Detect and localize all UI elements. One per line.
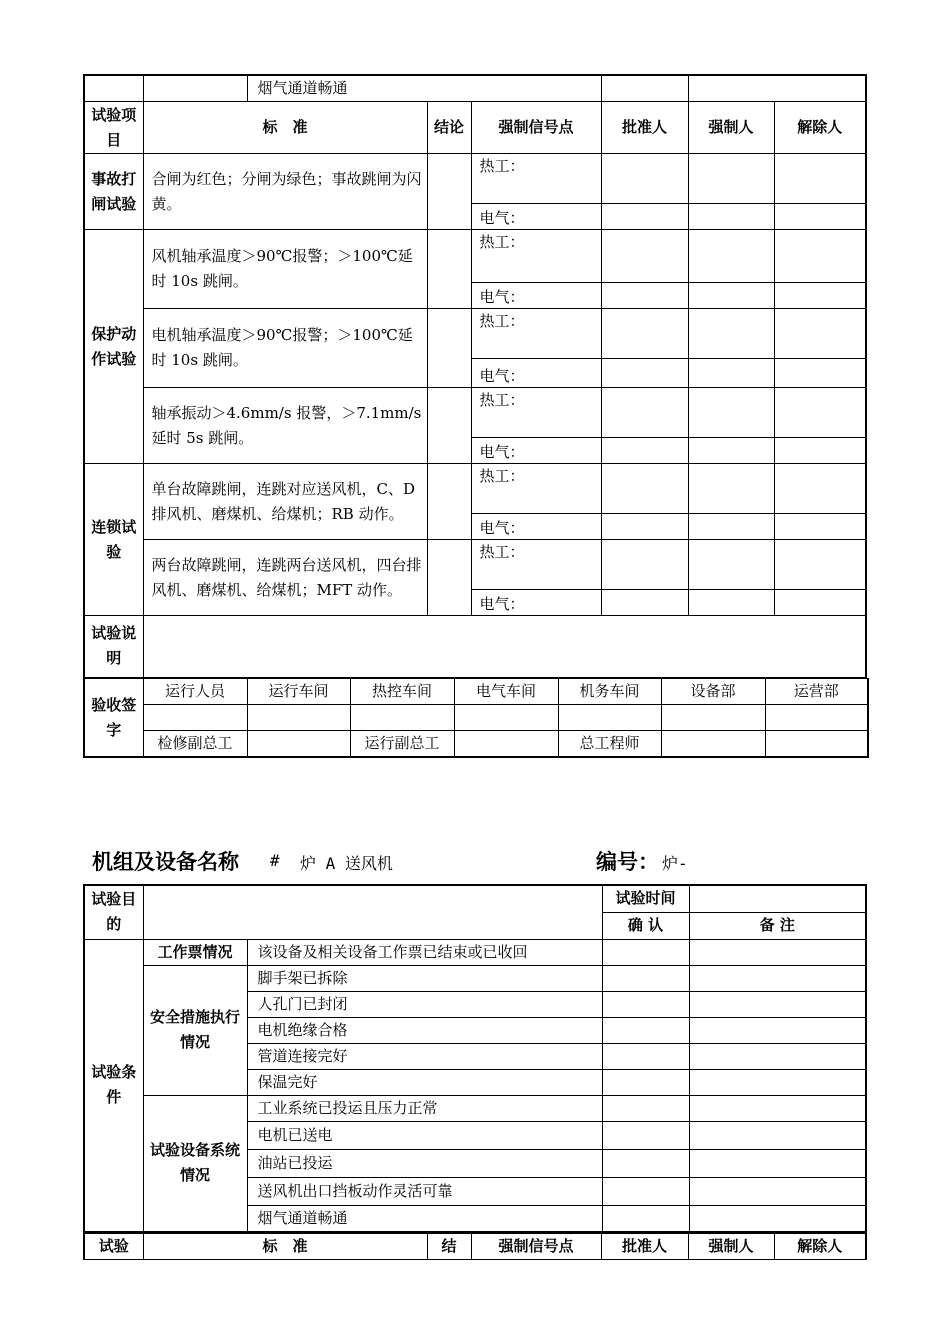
conclusion-cell bbox=[427, 309, 471, 388]
remark-cell[interactable] bbox=[689, 1177, 866, 1205]
remark-cell[interactable] bbox=[689, 1095, 866, 1121]
header-conclusion: 结 bbox=[427, 1233, 471, 1260]
remark-cell[interactable] bbox=[689, 1017, 866, 1043]
signature-cell[interactable] bbox=[765, 705, 868, 731]
system-item: 送风机出口挡板动作灵活可靠 bbox=[247, 1177, 602, 1205]
confirm-cell[interactable] bbox=[602, 1121, 689, 1149]
remark-cell[interactable] bbox=[689, 1149, 866, 1177]
device-name: 炉 A 送风机 bbox=[300, 854, 393, 873]
confirm-cell[interactable] bbox=[602, 1205, 689, 1232]
releaser-cell bbox=[774, 154, 866, 204]
note-label: 试验说明 bbox=[84, 616, 143, 678]
signature-cell[interactable] bbox=[661, 705, 765, 731]
prev-blank-cell bbox=[84, 75, 143, 102]
signal-electrical: 电气： bbox=[471, 514, 601, 540]
purpose-label: 试验目的 bbox=[84, 885, 143, 939]
header-item: 试验 bbox=[84, 1233, 143, 1260]
confirm-cell[interactable] bbox=[602, 1149, 689, 1177]
sign-role: 运行车间 bbox=[247, 679, 350, 705]
note-cell bbox=[143, 616, 866, 678]
signature-cell[interactable] bbox=[247, 731, 350, 758]
remark-label: 备 注 bbox=[689, 912, 866, 939]
confirm-label: 确 认 bbox=[602, 912, 689, 939]
approver-cell bbox=[601, 154, 688, 204]
group-label-interlock: 连锁试验 bbox=[84, 464, 143, 616]
safety-item: 电机绝缘合格 bbox=[247, 1017, 602, 1043]
system-item: 电机已送电 bbox=[247, 1121, 602, 1149]
signature-cell[interactable] bbox=[765, 731, 868, 758]
ticket-item: 该设备及相关设备工作票已结束或已收回 bbox=[247, 939, 602, 965]
prev-blank-cell bbox=[601, 75, 688, 102]
remark-cell[interactable] bbox=[689, 1205, 866, 1232]
header-approver: 批准人 bbox=[601, 1233, 688, 1260]
form-title-row bbox=[92, 846, 892, 876]
confirm-cell[interactable] bbox=[602, 1043, 689, 1069]
header-item: 试验项目 bbox=[84, 102, 143, 154]
conclusion-cell bbox=[427, 540, 471, 616]
sign-role: 运行副总工 bbox=[350, 731, 454, 758]
standard-text: 两台故障跳闸，连跳两台送风机，四台排风机、磨煤机、给煤机；MFT 动作。 bbox=[143, 540, 427, 616]
header-enforcer: 强制人 bbox=[688, 102, 774, 154]
remark-cell[interactable] bbox=[689, 939, 866, 965]
remark-cell[interactable] bbox=[689, 1043, 866, 1069]
standard-text: 单台故障跳闸，连跳对应送风机，C、D 排风机、磨煤机、给煤机；RB 动作。 bbox=[143, 464, 427, 540]
safety-item: 人孔门已封闭 bbox=[247, 991, 602, 1017]
signal-electrical: 电气： bbox=[471, 204, 601, 230]
conclusion-cell bbox=[427, 154, 471, 230]
header-releaser: 解除人 bbox=[774, 1233, 866, 1260]
safety-item: 保温完好 bbox=[247, 1069, 602, 1095]
standard-text: 轴承振动＞4.6mm/s 报警，＞7.1mm/s 延时 5s 跳闸。 bbox=[143, 388, 427, 464]
confirm-cell[interactable] bbox=[602, 965, 689, 991]
group-label-accident-trip: 事故打闸试验 bbox=[84, 154, 143, 230]
header-releaser: 解除人 bbox=[774, 102, 866, 154]
standard-text: 电机轴承温度＞90℃报警；＞100℃延时 10s 跳闸。 bbox=[143, 309, 427, 388]
signal-thermal: 热工： bbox=[471, 309, 601, 359]
signature-cell[interactable] bbox=[143, 705, 247, 731]
safety-item: 脚手架已拆除 bbox=[247, 965, 602, 991]
remark-cell[interactable] bbox=[689, 991, 866, 1017]
system-label: 试验设备系统情况 bbox=[143, 1095, 247, 1232]
system-item: 油站已投运 bbox=[247, 1149, 602, 1177]
header-approver: 批准人 bbox=[601, 102, 688, 154]
signal-thermal: 热工： bbox=[471, 464, 601, 514]
time-cell[interactable] bbox=[689, 885, 866, 912]
remark-cell[interactable] bbox=[689, 1069, 866, 1095]
sign-role: 运行人员 bbox=[143, 679, 247, 705]
signal-electrical: 电气： bbox=[471, 283, 601, 309]
signature-cell[interactable] bbox=[454, 705, 558, 731]
enforcer-cell bbox=[688, 154, 774, 204]
sign-role: 热控车间 bbox=[350, 679, 454, 705]
confirm-cell[interactable] bbox=[602, 1017, 689, 1043]
header-enforcer: 强制人 bbox=[688, 1233, 774, 1260]
safety-item: 管道连接完好 bbox=[247, 1043, 602, 1069]
sign-role: 电气车间 bbox=[454, 679, 558, 705]
sign-role: 设备部 bbox=[661, 679, 765, 705]
number-label: 编号： bbox=[596, 850, 659, 874]
signoff-table bbox=[83, 678, 869, 758]
test-table-bottom-header bbox=[83, 1232, 867, 1260]
conclusion-cell bbox=[427, 388, 471, 464]
signal-electrical: 电气： bbox=[471, 438, 601, 464]
signal-thermal: 热工： bbox=[471, 540, 601, 590]
confirm-cell[interactable] bbox=[602, 1069, 689, 1095]
confirm-cell[interactable] bbox=[602, 1095, 689, 1121]
standard-text: 风机轴承温度＞90℃报警；＞100℃延时 10s 跳闸。 bbox=[143, 230, 427, 309]
standard-text: 合闸为红色；分闸为绿色；事故跳闸为闪黄。 bbox=[143, 154, 427, 230]
signature-cell[interactable] bbox=[454, 731, 558, 758]
signal-thermal: 热工： bbox=[471, 388, 601, 438]
signal-thermal: 热工： bbox=[471, 230, 601, 283]
signal-electrical: 电气： bbox=[471, 359, 601, 388]
header-standard: 标 准 bbox=[143, 1233, 427, 1260]
header-standard: 标 准 bbox=[143, 102, 427, 154]
condition-label: 试验条件 bbox=[84, 939, 143, 1232]
device-name-label: 机组及设备名称 bbox=[92, 850, 239, 874]
header-forced-signal: 强制信号点 bbox=[471, 1233, 601, 1260]
header-forced-signal: 强制信号点 bbox=[471, 102, 601, 154]
signal-thermal: 热工： bbox=[471, 154, 601, 204]
test-table-top bbox=[83, 74, 867, 679]
confirm-cell[interactable] bbox=[602, 939, 689, 965]
signature-cell[interactable] bbox=[558, 705, 661, 731]
purpose-cell bbox=[143, 885, 602, 939]
remark-cell[interactable] bbox=[689, 1121, 866, 1149]
system-item: 烟气通道畅通 bbox=[247, 1205, 602, 1232]
group-label-protection: 保护动作试验 bbox=[84, 230, 143, 464]
number-value: 炉- bbox=[662, 854, 688, 873]
prev-blank-cell bbox=[143, 75, 247, 102]
prev-row-text: 烟气通道畅通 bbox=[247, 75, 601, 102]
prev-blank-cell bbox=[688, 75, 866, 102]
signature-cell[interactable] bbox=[350, 705, 454, 731]
accept-label: 验收签字 bbox=[84, 679, 143, 758]
signature-cell[interactable] bbox=[661, 731, 765, 758]
sign-role: 总工程师 bbox=[558, 731, 661, 758]
sign-role: 运营部 bbox=[765, 679, 868, 705]
time-label: 试验时间 bbox=[602, 885, 689, 912]
conditions-table bbox=[83, 884, 867, 1233]
signature-cell[interactable] bbox=[247, 705, 350, 731]
remark-cell[interactable] bbox=[689, 965, 866, 991]
system-item: 工业系统已投运且压力正常 bbox=[247, 1095, 602, 1121]
confirm-cell[interactable] bbox=[602, 1177, 689, 1205]
header-conclusion: 结论 bbox=[427, 102, 471, 154]
conclusion-cell bbox=[427, 230, 471, 309]
ticket-label: 工作票情况 bbox=[143, 939, 247, 965]
safety-label: 安全措施执行情况 bbox=[143, 965, 247, 1095]
signal-electrical: 电气： bbox=[471, 590, 601, 616]
sign-role: 检修副总工 bbox=[143, 731, 247, 758]
conclusion-cell bbox=[427, 464, 471, 540]
confirm-cell[interactable] bbox=[602, 991, 689, 1017]
sign-role: 机务车间 bbox=[558, 679, 661, 705]
unit-hash: # bbox=[270, 851, 280, 870]
